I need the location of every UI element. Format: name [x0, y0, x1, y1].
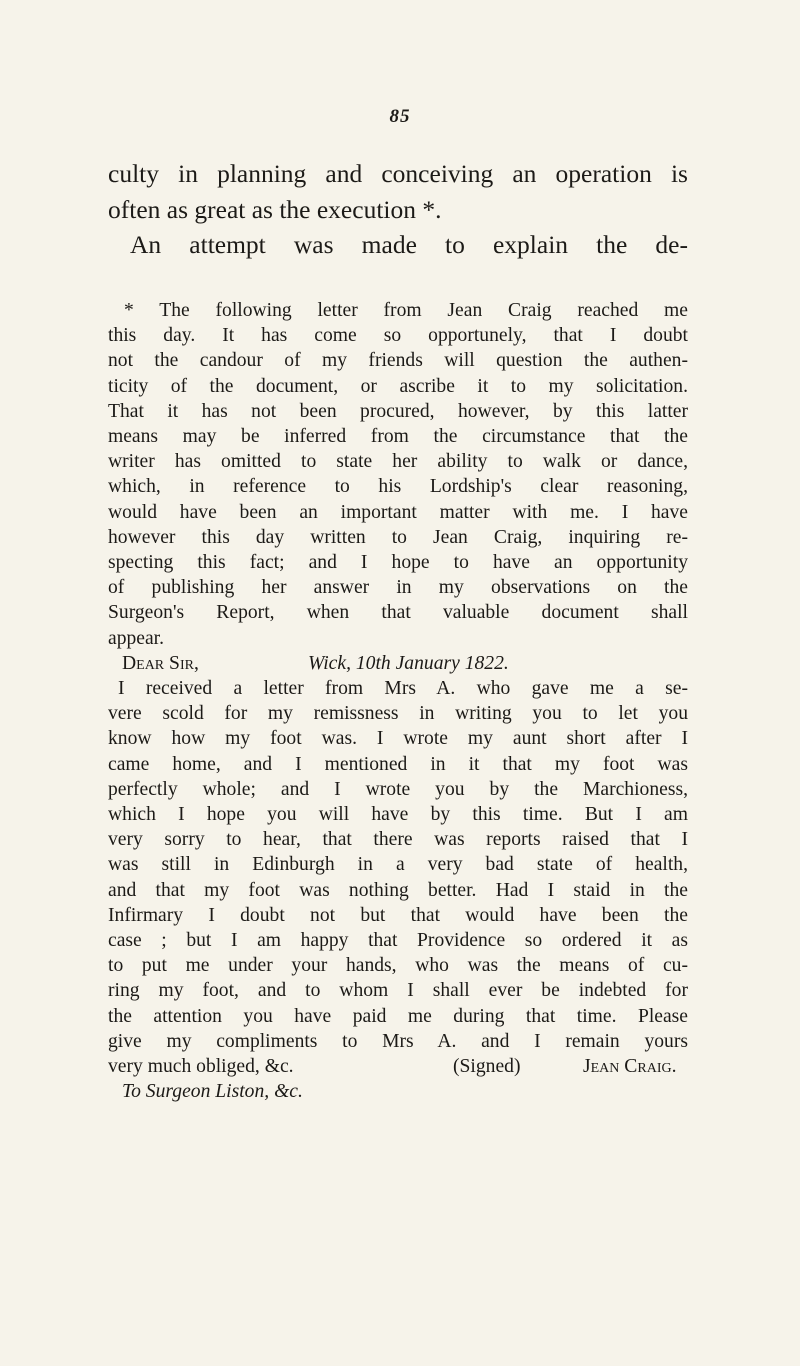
- letter-line: I received a letter from Mrs A. who gave me a se-: [118, 678, 688, 700]
- letter-line: vere scold for my remissness in writing you to let you: [108, 703, 688, 725]
- letter-line: the attention you have paid me during that time. Please: [108, 1005, 688, 1027]
- letter-closing: very much obliged, &c.: [108, 1056, 294, 1078]
- footnote-line: specting this fact; and I hope to have an opportunity: [108, 552, 688, 574]
- letter-heading: [108, 651, 688, 676]
- letter-line: case ; but I am happy that Providence so ordered it as: [108, 930, 688, 952]
- main-text-line: often as great as the execution *.: [108, 194, 442, 224]
- footnote-line: not the candour of my friends will question the authen-: [108, 350, 688, 372]
- footnote-line: of publishing her answer in my observations on the: [108, 577, 688, 599]
- footnote-line: writer has omitted to state her ability to walk or dance,: [108, 451, 688, 473]
- footnote-line: would have been an important matter with me. I have: [108, 501, 688, 523]
- letter-signature: Jean Craig.: [583, 1056, 677, 1078]
- footnote-line: That it has not been procured, however, by this latter: [108, 400, 688, 422]
- footnote-block: [108, 298, 688, 1105]
- letter-place-date: Wick, 10th January 1822.: [308, 652, 509, 674]
- page-number: 85: [389, 106, 411, 127]
- letter-addressee: To Surgeon Liston, &c.: [122, 1081, 303, 1103]
- letter-line: came home, and I mentioned in it that my foot was: [108, 753, 688, 775]
- footnote-line: which, in reference to his Lordship's clear reasoning,: [108, 476, 688, 498]
- letter-line: which I hope you will have by this time. But I am: [108, 804, 688, 826]
- main-text-line: culty in planning and conceiving an operation is: [108, 159, 688, 188]
- letter-line: Infirmary I doubt not but that would have been the: [108, 904, 688, 926]
- footnote-line: means may be inferred from the circumstance that the: [108, 426, 688, 448]
- footnote-line: appear.: [108, 627, 165, 649]
- letter-line: to put me under your hands, who was the means of cu-: [108, 955, 688, 977]
- letter-line: give my compliments to Mrs A. and I remain yours: [108, 1030, 688, 1052]
- letter-line: and that my foot was nothing better. Had I staid in the: [108, 879, 688, 901]
- footnote-line: however this day written to Jean Craig, inquiring re-: [108, 526, 688, 548]
- letter-salutation: Dear Sir,: [122, 652, 199, 674]
- letter-line: know how my foot was. I wrote my aunt short after I: [108, 728, 688, 750]
- main-text-line: An attempt was made to explain the de-: [130, 230, 688, 259]
- letter-line: perfectly whole; and I wrote you by the Marchioness,: [108, 778, 688, 800]
- footnote-line: * The following letter from Jean Craig reached me: [124, 300, 688, 321]
- letter-line: was still in Edinburgh in a very bad state of health,: [108, 854, 688, 876]
- footnote-line: Surgeon's Report, when that valuable document shall: [108, 602, 688, 624]
- letter-line: ring my foot, and to whom I shall ever be indebted for: [108, 980, 688, 1002]
- main-text-block: [108, 156, 688, 263]
- footnote-line: this day. It has come so opportunely, that I doubt: [108, 325, 688, 347]
- letter-signature-row: [108, 1054, 688, 1079]
- letter-line: very sorry to hear, that there was reports raised that I: [108, 829, 688, 851]
- footnote-line: ticity of the document, or ascribe it to my solicitation.: [108, 375, 688, 397]
- signed-label: (Signed): [453, 1056, 521, 1078]
